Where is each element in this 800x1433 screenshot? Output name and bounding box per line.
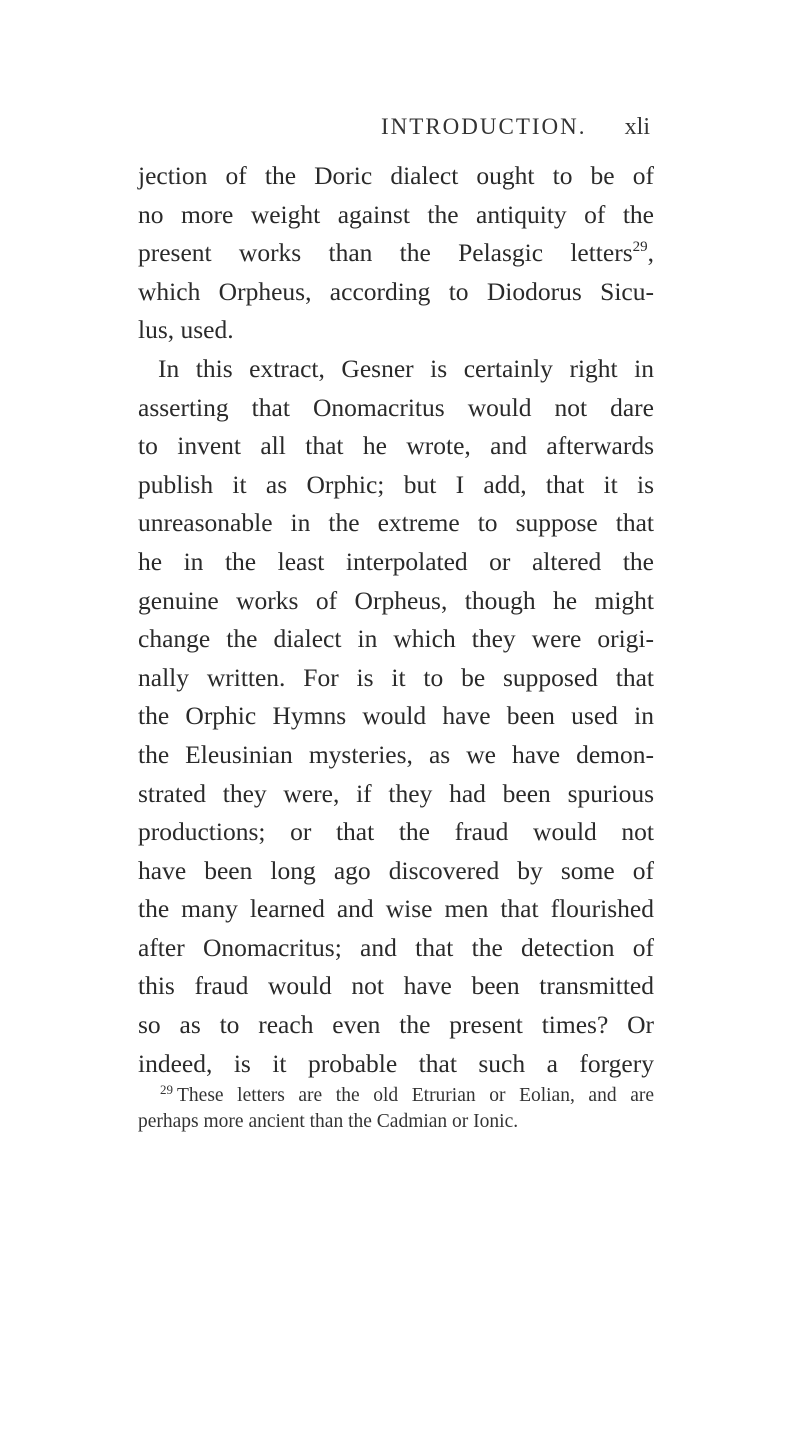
- footnote-text: These letters are the old Etrurian or Eolian, and are: [177, 1085, 654, 1106]
- text-line: the Eleusinian mysteries, as we have demon-: [138, 739, 654, 769]
- text-line: lus, used.: [138, 315, 234, 345]
- text-line-with-footnote-ref: [138, 234, 654, 273]
- text-line: no more weight against the antiquity of the: [138, 199, 654, 229]
- text-line: he in the least interpolated or altered the: [138, 546, 654, 576]
- running-title: INTRODUCTION.: [381, 114, 587, 139]
- footnote: [138, 1083, 654, 1135]
- text-line: asserting that Onomacritus would not dare: [138, 392, 654, 422]
- body-text: [138, 157, 654, 1083]
- text-line: unreasonable in the extreme to suppose that: [138, 508, 654, 538]
- text-line: indeed, is it probable that such a forgery: [138, 1048, 654, 1078]
- text-line: publish it as Orphic; but I add, that it is: [138, 469, 654, 499]
- text-line: the many learned and wise men that flourished: [138, 894, 654, 924]
- text-line: change the dialect in which they were origi-: [138, 624, 654, 654]
- text-line: so as to reach even the present times? Or: [138, 1010, 654, 1040]
- text-line: the Orphic Hymns would have been used in: [138, 701, 654, 731]
- text-line: productions; or that the fraud would not: [138, 817, 654, 847]
- footnote-line: [138, 1083, 654, 1109]
- text-line-segment: ,: [647, 238, 654, 268]
- text-line: genuine works of Orpheus, though he might: [138, 585, 654, 615]
- text-line: In this extract, Gesner is certainly right in: [158, 353, 654, 383]
- footnote-reference[interactable]: 29: [632, 239, 648, 256]
- text-line-segment: present works than the Pelasgic letters: [138, 238, 633, 268]
- footnote-line: perhaps more ancient than the Cadmian or Ionic.: [138, 1111, 519, 1132]
- text-line: strated they were, if they had been spurious: [138, 778, 654, 808]
- page-number: xli: [624, 114, 650, 140]
- text-line: to invent all that he wrote, and afterwards: [138, 431, 654, 461]
- text-line: which Orpheus, according to Diodorus Sicu-: [138, 276, 654, 306]
- text-line: this fraud would not have been transmitted: [138, 971, 654, 1001]
- footnote-mark: 29: [160, 1082, 173, 1097]
- text-line: after Onomacritus; and that the detection of: [138, 932, 654, 962]
- text-line: jection of the Doric dialect ought to be of: [138, 161, 654, 190]
- text-line: nally written. For is it to be supposed that: [138, 662, 654, 692]
- text-line: have been long ago discovered by some of: [138, 855, 654, 885]
- running-head: [0, 114, 800, 144]
